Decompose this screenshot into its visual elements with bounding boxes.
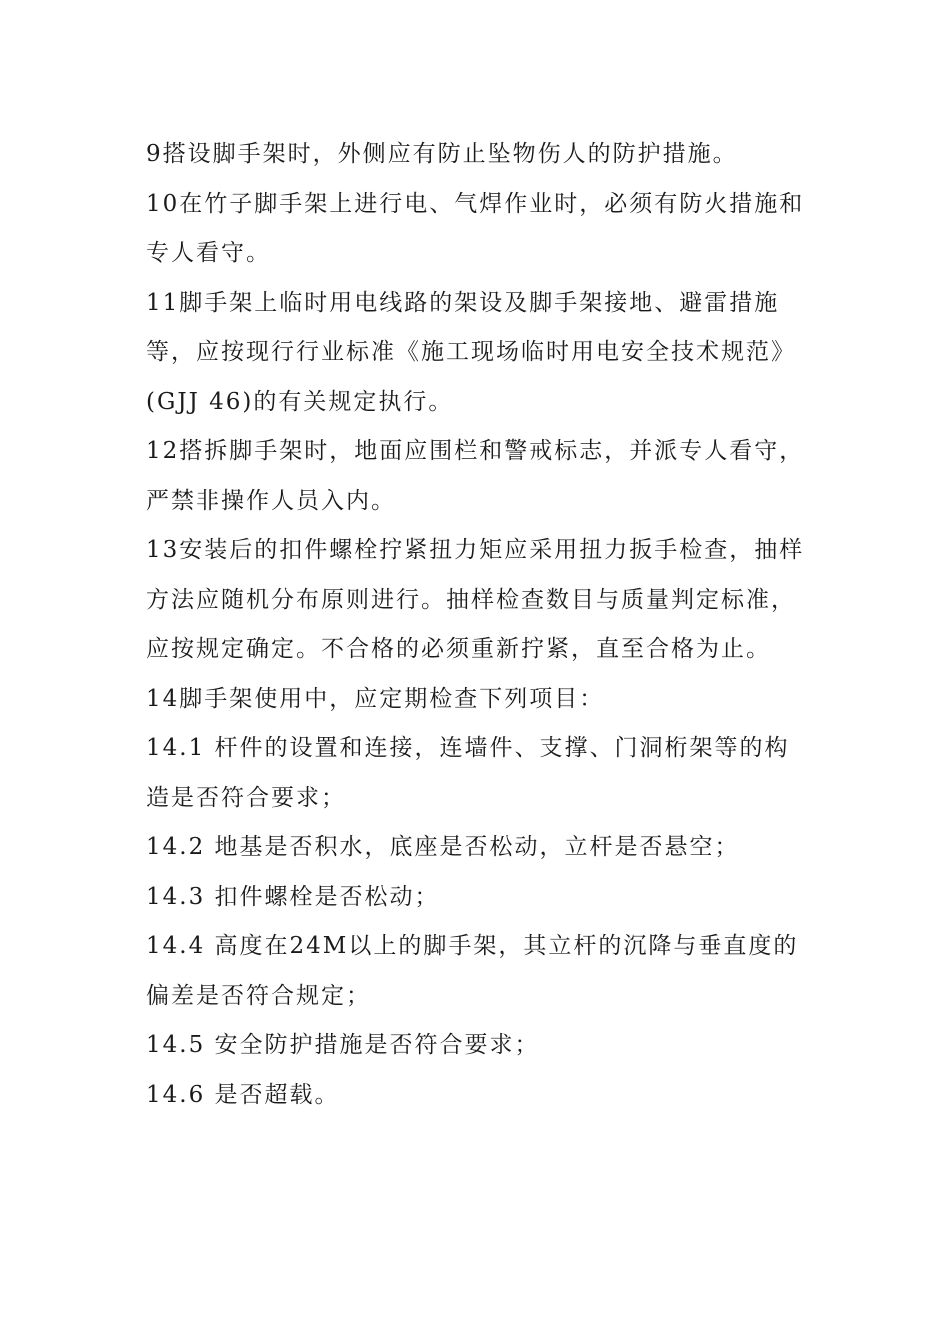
paragraph-item-14-2: 14.2 地基是否积水，底座是否松动，立杆是否悬空； [146,834,740,860]
paragraph-item-12: 12搭拆脚手架时，地面应围栏和警戒标志，并派专人看守，严禁非操作人员入内。 [146,438,805,514]
paragraph-item-10: 10在竹子脚手架上进行电、气焊作业时，必须有防火措施和专人看守。 [146,190,805,266]
paragraph-item-14-3: 14.3 扣件螺栓是否松动； [146,883,440,910]
paragraph-item-9: 9搭设脚手架时，外侧应有防止坠物伤人的防护措施。 [146,141,738,167]
paragraph-item-13: 13安装后的扣件螺栓拧紧扭力矩应采用扭力扳手检查，抽样方法应随机分布原则进行。抽样检查数目与质量判定标准，应按规定确定。不合格的必须重新拧紧，直至合格为止。 [146,537,805,662]
paragraph-item-11: 11脚手架上临时用电线路的架设及脚手架接地、避雷措施等，应按现行行业标准《施工现场临时用电安全技术规范》(GJJ 46)的有关规定执行。 [146,289,796,415]
paragraph-item-14-5: 14.5 安全防护措施是否符合要求； [146,1032,540,1058]
paragraph-item-14-4: 14.4 高度在24M以上的脚手架，其立杆的沉降与垂直度的偏差是否符合规定； [146,933,799,1009]
paragraph-item-14: 14脚手架使用中，应定期检查下列项目： [146,685,605,712]
paragraph-item-14-6: 14.6 是否超载。 [146,1081,340,1108]
document-body [146,130,810,1120]
paragraph-item-14-1: 14.1 杆件的设置和连接，连墙件、支撑、门洞桁架等的构造是否符合要求； [146,735,790,811]
